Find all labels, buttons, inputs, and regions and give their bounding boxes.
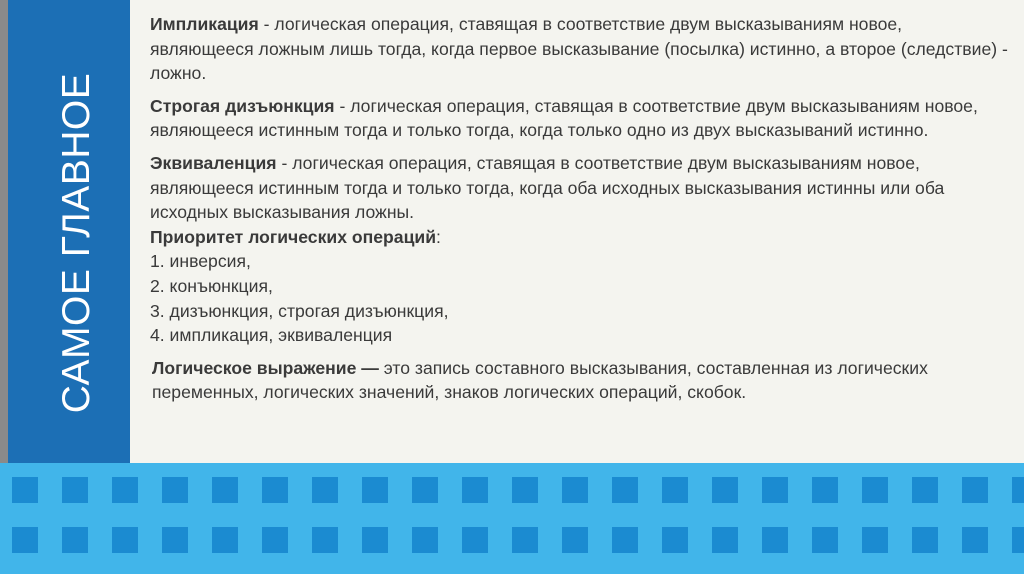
implication-definition: - логическая операция, ставящая в соответствие двум высказываниям новое, являющееся ложным лишь тогда, когда первое высказывание (посылка) истинно, а второе (следствие) - ложно. [150, 14, 1008, 84]
priority-list-item: 1. инверсия, [150, 251, 251, 272]
strict-disjunction-paragraph [150, 94, 1010, 143]
decorative-square [312, 527, 338, 553]
decorative-square [562, 477, 588, 503]
decorative-square [712, 477, 738, 503]
decorative-square [862, 477, 888, 503]
priority-list-item: 2. конъюнкция, [150, 275, 273, 296]
decorative-square [362, 477, 388, 503]
sidebar-title: САМОЕ ГЛАВНОЕ [55, 72, 98, 414]
decorative-square [962, 477, 988, 503]
decorative-square [312, 477, 338, 503]
decorative-square [962, 527, 988, 553]
decorative-square [662, 477, 688, 503]
decorative-square [262, 527, 288, 553]
decorative-square [812, 477, 838, 503]
decorative-square [912, 477, 938, 503]
priority-heading-text: Приоритет логических операций [150, 226, 437, 247]
logical-expression-term: Логическое выражение — [152, 357, 379, 378]
decorative-square [1012, 477, 1024, 503]
implication-paragraph [150, 12, 1010, 86]
strict-disjunction-term: Строгая дизъюнкция [150, 95, 335, 116]
decorative-square [12, 527, 38, 553]
decorative-square [762, 527, 788, 553]
decorative-square [862, 527, 888, 553]
equivalence-paragraph [150, 151, 1010, 225]
priority-heading-colon: : [436, 226, 441, 247]
priority-list [150, 249, 1010, 347]
priority-list-item: 4. импликация, эквиваленция [150, 325, 393, 346]
decorative-square [712, 527, 738, 553]
logical-expression-definition: это запись составного высказывания, составленная из логических переменных, логических значений, знаков логических операций, скобок. [152, 357, 928, 403]
decorative-square [412, 527, 438, 553]
decorative-square [262, 477, 288, 503]
square-row-top [0, 477, 1024, 505]
content-area [150, 12, 1010, 405]
decorative-square [1012, 527, 1024, 553]
decorative-band [0, 463, 1024, 574]
decorative-square [612, 477, 638, 503]
decorative-square [62, 477, 88, 503]
decorative-square [912, 527, 938, 553]
decorative-square [612, 527, 638, 553]
decorative-square [662, 527, 688, 553]
decorative-square [462, 477, 488, 503]
decorative-square [62, 527, 88, 553]
decorative-square [12, 477, 38, 503]
implication-term: Импликация [150, 14, 259, 34]
decorative-square [212, 527, 238, 553]
decorative-square [362, 527, 388, 553]
priority-list-item: 3. дизъюнкция, строгая дизъюнкция, [150, 300, 449, 321]
decorative-square [512, 527, 538, 553]
decorative-square [162, 477, 188, 503]
decorative-square [212, 477, 238, 503]
decorative-square [412, 477, 438, 503]
decorative-square [512, 477, 538, 503]
decorative-square [112, 527, 138, 553]
logical-expression-paragraph [150, 356, 1010, 405]
decorative-square [462, 527, 488, 553]
equivalence-definition: - логическая операция, ставящая в соответствие двум высказываниям новое, являющееся истинным тогда и только тогда, когда оба исходных высказывания истинны или оба исходных высказывания ложны. [150, 152, 945, 223]
decorative-square [812, 527, 838, 553]
strict-disjunction-definition: - логическая операция, ставящая в соответствие двум высказываниям новое, являющееся истинным тогда и только тогда, когда только одно из двух высказываний истинно. [150, 95, 978, 141]
equivalence-term: Эквиваленция [150, 152, 277, 173]
decorative-square [162, 527, 188, 553]
decorative-square [112, 477, 138, 503]
priority-heading [150, 225, 1010, 250]
square-row-bottom [0, 527, 1024, 555]
decorative-square [762, 477, 788, 503]
decorative-square [562, 527, 588, 553]
